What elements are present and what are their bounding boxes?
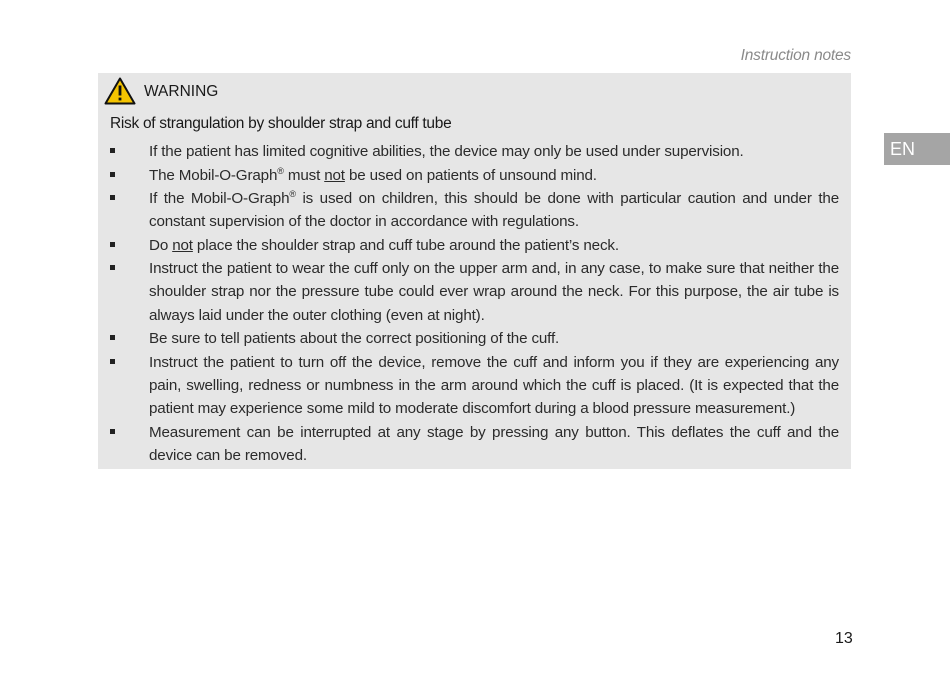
list-item: If the Mobil-O-Graph® is used on children, this should be done with particular caution and under the constant supervision of the doctor in accordance with regulations.: [98, 187, 851, 233]
bullet-icon: [110, 242, 115, 247]
bullet-icon: [110, 335, 115, 340]
bullet-icon: [110, 148, 115, 153]
warning-heading: Risk of strangulation by shoulder strap and cuff tube: [110, 115, 452, 132]
bullet-icon: [110, 265, 115, 270]
page-header-title: Instruction notes: [740, 47, 851, 64]
bullet-icon: [110, 429, 115, 434]
list-item: Instruct the patient to wear the cuff only on the upper arm and, in any case, to make sure that neither the shoulder strap nor the pressure tube could ever wrap around the neck. For this purpose, the air tube is always laid under the outer clothing (even at night).: [98, 257, 851, 327]
list-item: Do not place the shoulder strap and cuff tube around the patient’s neck.: [98, 234, 851, 257]
page-number: 13: [835, 630, 853, 647]
warning-header: [104, 77, 136, 105]
list-item: Be sure to tell patients about the correct positioning of the cuff.: [98, 327, 851, 350]
list-item: The Mobil-O-Graph® must not be used on patients of unsound mind.: [98, 164, 851, 187]
list-item: Measurement can be interrupted at any stage by pressing any button. This deflates the cuff and the device can be removed.: [98, 421, 851, 467]
warning-list: [98, 140, 851, 467]
warning-label: WARNING: [144, 83, 219, 100]
bullet-icon: [110, 359, 115, 364]
warning-triangle-icon: [104, 77, 136, 105]
list-item: If the patient has limited cognitive abilities, the device may only be used under supervision.: [98, 140, 851, 163]
language-tab: EN: [884, 133, 950, 165]
bullet-icon: [110, 195, 115, 200]
bullet-icon: [110, 172, 115, 177]
warning-box: [98, 73, 851, 469]
list-item: Instruct the patient to turn off the device, remove the cuff and inform you if they are experiencing any pain, swelling, redness or numbness in the arm around which the cuff is placed. (It is expected that the patient may experience some mild to moderate discomfort during a blood pressure measurement.): [98, 351, 851, 421]
